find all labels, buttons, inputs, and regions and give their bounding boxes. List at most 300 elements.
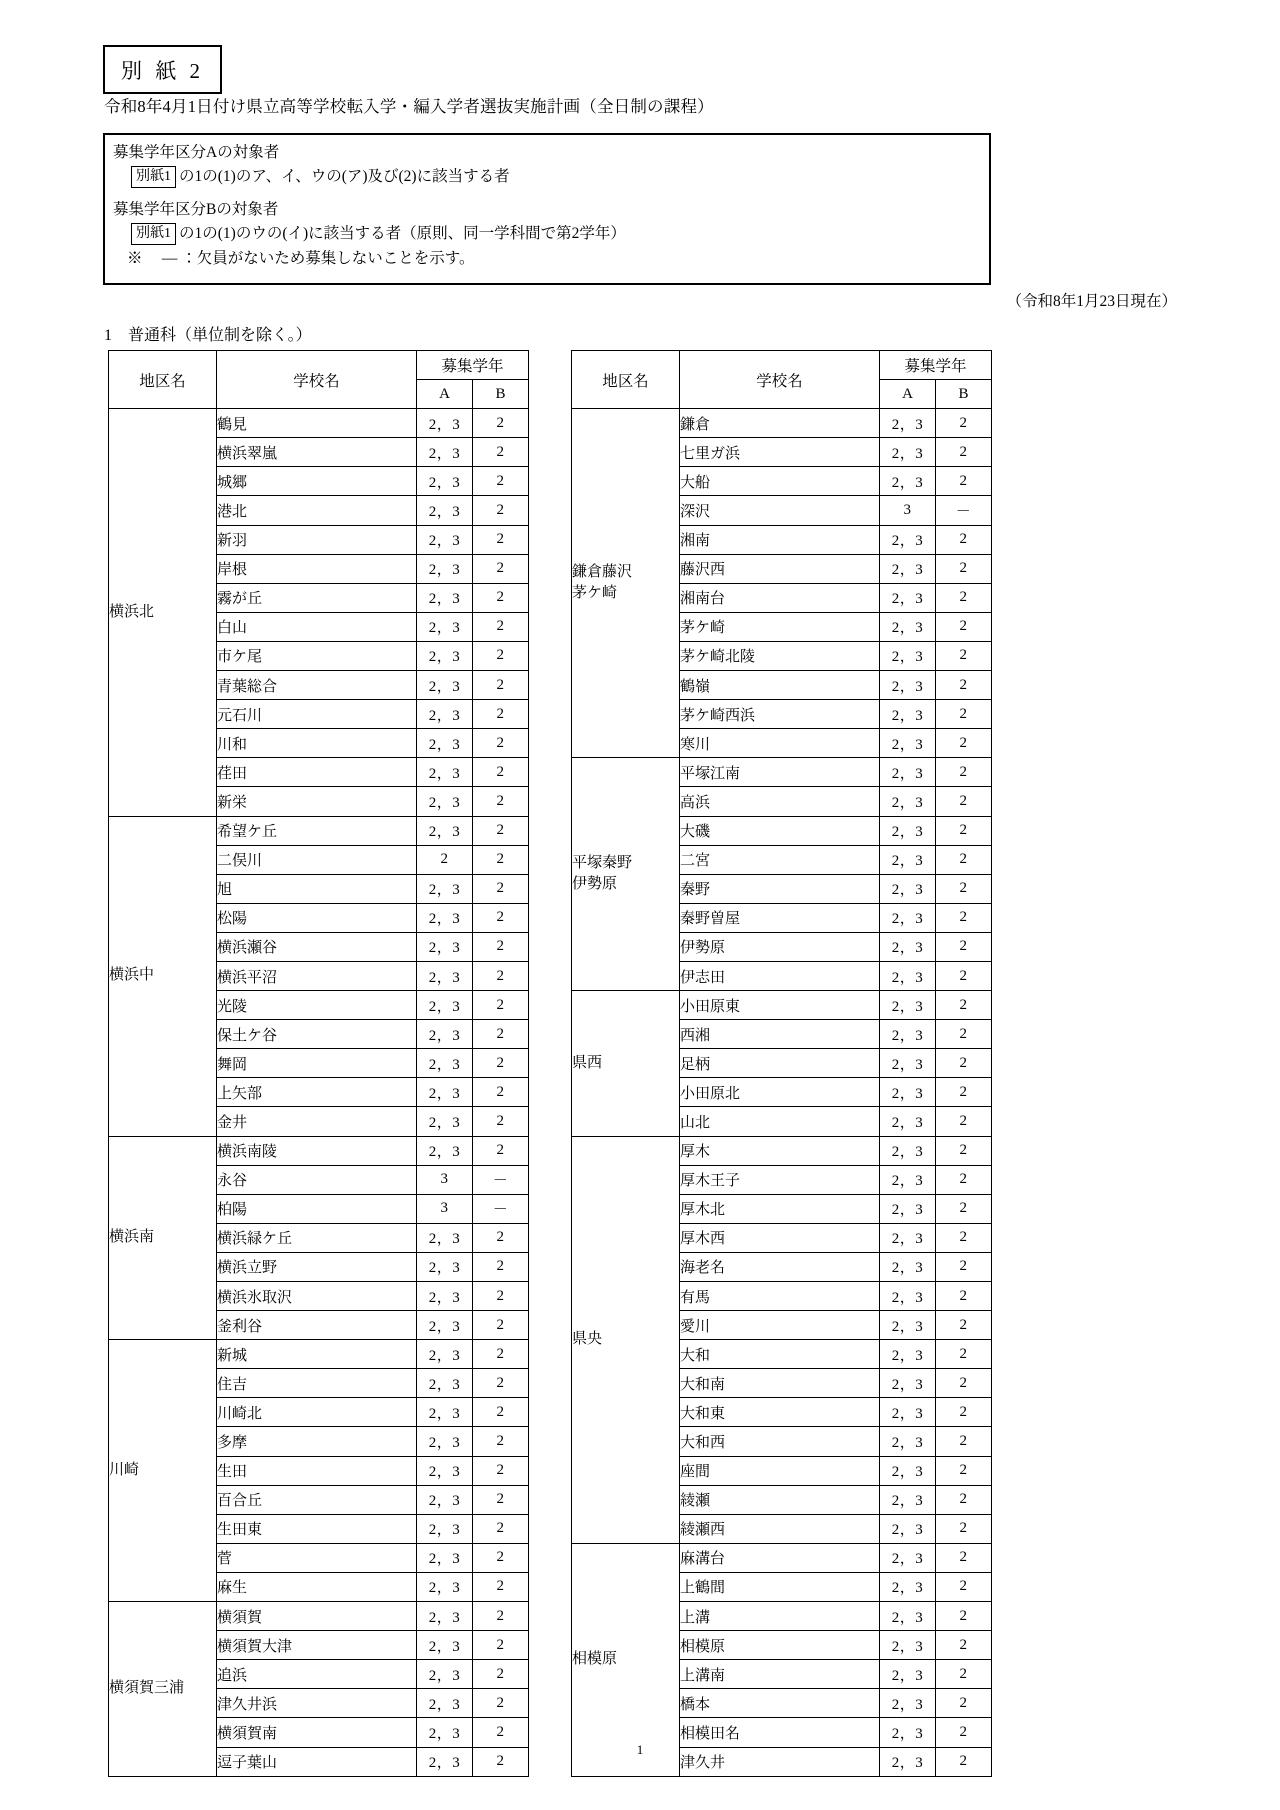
school-name-cell: 綾瀬西 [680,1514,880,1543]
school-name-cell: 茅ケ崎北陵 [680,641,880,670]
grade-a-cell: 2，3 [417,1543,473,1572]
grade-a-cell: 2，3 [880,1747,936,1776]
grade-b-cell: 2 [473,554,529,583]
table-row [109,1602,529,1631]
district-name-line: 横須賀三浦 [109,1680,185,1697]
grade-b-cell: 2 [936,758,992,787]
school-name-cell: 松陽 [217,903,417,932]
grade-b-cell: 2 [473,874,529,903]
grade-a-cell: 2，3 [417,1602,473,1631]
district-name-line: 鎌倉藤沢 [572,563,633,580]
school-name-cell: 川和 [217,729,417,758]
attachment-label-box [103,45,222,94]
grade-a-cell: 2，3 [880,1427,936,1456]
grade-b-cell: 2 [473,787,529,816]
grade-a-cell: 2，3 [417,1485,473,1514]
grade-a-cell: 3 [880,496,936,525]
grade-a-cell: 3 [417,1165,473,1194]
school-name-cell: 秦野曽屋 [680,903,880,932]
grade-b-cell: 2 [473,729,529,758]
grade-b-cell: 2 [473,903,529,932]
grade-b-cell: 2 [473,1223,529,1252]
grade-a-cell: 2，3 [880,1165,936,1194]
grade-a-cell: 2，3 [880,874,936,903]
grade-b-cell: 2 [936,1165,992,1194]
grade-b-cell: 2 [936,1485,992,1514]
th-grade-b-left: B [473,380,529,409]
grade-b-cell: 2 [936,1631,992,1660]
grade-b-cell: 2 [473,583,529,612]
district-cell [572,991,680,1136]
school-name-cell: 百合丘 [217,1485,417,1514]
school-name-cell: 海老名 [680,1252,880,1281]
grade-a-cell: 2，3 [880,758,936,787]
school-name-cell: 二宮 [680,845,880,874]
school-name-cell: 西湘 [680,1020,880,1049]
school-name-cell: 岸根 [217,554,417,583]
school-name-cell: 横浜瀬谷 [217,932,417,961]
grade-b-cell: 2 [936,1543,992,1572]
left-table-head [109,351,529,409]
grade-b-cell: 2 [473,1252,529,1281]
grade-b-cell: － [473,1194,529,1223]
section-heading [104,322,312,345]
table-row [572,1136,992,1165]
school-name-cell: 上鶴間 [680,1572,880,1601]
grade-a-cell: 2，3 [880,1689,936,1718]
grade-b-cell: 2 [936,1660,992,1689]
grade-b-cell: 2 [473,641,529,670]
grade-a-cell: 2，3 [417,787,473,816]
grade-a-cell: 2，3 [880,641,936,670]
dash-legend-note: ※ ― ：欠員がないため募集しないことを示す。 [127,250,475,268]
grade-a-cell: 2，3 [880,1107,936,1136]
school-name-cell: 上溝 [680,1602,880,1631]
grade-b-cell: 2 [473,612,529,641]
school-name-cell: 川崎北 [217,1398,417,1427]
district-name-line: 横浜南 [109,1229,155,1246]
grade-a-cell: 2，3 [880,1136,936,1165]
district-name-line: 伊勢原 [572,876,618,893]
grade-b-cell: 2 [936,1049,992,1078]
school-name-cell: 多摩 [217,1427,417,1456]
grade-b-cell: 2 [473,700,529,729]
grade-b-cell: 2 [936,409,992,438]
table-row [109,409,529,438]
th-grade-b-right: B [936,380,992,409]
grade-b-cell: 2 [936,961,992,990]
grade-b-cell: 2 [936,1456,992,1485]
grade-a-cell: 2，3 [880,1514,936,1543]
school-name-cell: 茅ケ崎西浜 [680,700,880,729]
reference-besshi1-a: 別紙1 [131,166,176,188]
school-name-cell: 金井 [217,1107,417,1136]
grade-a-cell: 2，3 [417,1456,473,1485]
grade-a-cell: 2，3 [417,641,473,670]
th-school-left: 学校名 [217,351,417,409]
school-name-cell: 舞岡 [217,1049,417,1078]
school-name-cell: 生田東 [217,1514,417,1543]
grade-b-cell: 2 [936,903,992,932]
grade-a-cell: 2，3 [417,729,473,758]
grade-a-cell: 2，3 [417,1689,473,1718]
school-name-cell: 七里ガ浜 [680,438,880,467]
grade-a-cell: 2，3 [417,1107,473,1136]
grade-b-cell: 2 [936,1689,992,1718]
school-name-cell: 横須賀南 [217,1718,417,1747]
school-name-cell: 相模田名 [680,1718,880,1747]
school-name-cell: 津久井浜 [217,1689,417,1718]
grade-b-cell: 2 [473,671,529,700]
district-name-line: 横浜北 [109,603,155,620]
school-table-left [108,350,529,1777]
grade-b-cell: 2 [473,1427,529,1456]
header-row-1 [572,351,992,380]
school-name-cell: 綾瀬 [680,1485,880,1514]
school-name-cell: 厚木王子 [680,1165,880,1194]
school-name-cell: 高浜 [680,787,880,816]
district-cell [572,1136,680,1543]
grade-a-cell: 2，3 [880,729,936,758]
grade-b-cell: 2 [473,1718,529,1747]
grade-b-cell: 2 [473,1282,529,1311]
grade-a-cell: 2，3 [880,700,936,729]
table-row [109,816,529,845]
school-name-cell: 荏田 [217,758,417,787]
grade-b-cell: 2 [936,1311,992,1340]
grade-b-cell: 2 [473,467,529,496]
grade-a-cell: 2，3 [880,991,936,1020]
category-a-heading: 募集学年区分Aの対象者 [113,144,280,161]
school-name-cell: 深沢 [680,496,880,525]
grade-b-cell: 2 [936,729,992,758]
grade-b-cell: 2 [473,1049,529,1078]
th-district-left: 地区名 [109,351,217,409]
grade-a-cell: 2，3 [417,467,473,496]
th-grade-a-right: A [880,380,936,409]
grade-a-cell: 2，3 [417,1747,473,1776]
school-name-cell: 厚木西 [680,1223,880,1252]
table-row [572,1543,992,1572]
category-b-heading: 募集学年区分Bの対象者 [113,201,279,219]
grade-a-cell: 2，3 [880,816,936,845]
grade-a-cell: 2，3 [417,758,473,787]
grade-a-cell: 2，3 [880,1311,936,1340]
grade-a-cell: 2，3 [880,1718,936,1747]
grade-b-cell: 2 [936,1514,992,1543]
school-name-cell: 湘南台 [680,583,880,612]
school-table-right [571,350,992,1777]
grade-b-cell: 2 [936,1107,992,1136]
grade-b-cell: 2 [936,467,992,496]
grade-b-cell: 2 [473,1660,529,1689]
grade-b-cell: 2 [473,1602,529,1631]
grade-b-cell: 2 [473,845,529,874]
right-table-body [572,409,992,1776]
grade-b-cell: 2 [473,1572,529,1601]
grade-a-cell: 2，3 [417,1282,473,1311]
grade-a-cell: 2，3 [880,1194,936,1223]
school-name-cell: 横須賀 [217,1602,417,1631]
grade-a-cell: 2，3 [417,671,473,700]
grade-b-cell: 2 [473,1631,529,1660]
school-name-cell: 横浜緑ケ丘 [217,1223,417,1252]
school-name-cell: 山北 [680,1107,880,1136]
grade-a-cell: 2，3 [880,671,936,700]
school-name-cell: 座間 [680,1456,880,1485]
grade-a-cell: 3 [417,1194,473,1223]
grade-a-cell: 2，3 [880,1543,936,1572]
grade-a-cell: 2，3 [880,903,936,932]
grade-b-cell: 2 [936,787,992,816]
grade-b-cell: 2 [936,1427,992,1456]
grade-a-cell: 2，3 [417,1311,473,1340]
grade-b-cell: 2 [473,1456,529,1485]
school-name-cell: 横浜氷取沢 [217,1282,417,1311]
grade-b-cell: 2 [473,1136,529,1165]
district-name-line: 県西 [572,1054,603,1071]
table-row [572,991,992,1020]
grade-b-cell: 2 [936,671,992,700]
school-name-cell: 霧が丘 [217,583,417,612]
grade-b-cell: 2 [473,991,529,1020]
as-of-date: （令和8年1月23日現在） [1006,293,1177,310]
grade-a-cell: 2，3 [417,1369,473,1398]
district-name-line: 県央 [572,1331,603,1348]
grade-b-cell: 2 [473,961,529,990]
grade-b-cell: 2 [936,554,992,583]
grade-a-cell: 2，3 [880,961,936,990]
grade-a-cell: 2，3 [417,583,473,612]
school-name-cell: 大和西 [680,1427,880,1456]
school-name-cell: 上矢部 [217,1078,417,1107]
district-name-line: 川崎 [109,1461,140,1478]
category-a-body: の1の(1)のア、イ、ウの(ア)及び(2)に該当する者 [179,168,510,186]
attachment-label-text: 別 紙 2 [121,58,204,83]
grade-a-cell: 2，3 [880,1223,936,1252]
grade-a-cell: 2，3 [417,612,473,641]
th-grade-a-left: A [417,380,473,409]
page-number: 1 [636,1742,644,1757]
grade-b-cell: 2 [936,1718,992,1747]
grade-a-cell: 2，3 [417,1252,473,1281]
school-name-cell: 藤沢西 [680,554,880,583]
grade-b-cell: 2 [473,1485,529,1514]
school-name-cell: 新栄 [217,787,417,816]
grade-b-cell: 2 [473,932,529,961]
grade-a-cell: 2，3 [880,525,936,554]
left-table-body [109,409,529,1776]
school-name-cell: 元石川 [217,700,417,729]
grade-b-cell: 2 [936,525,992,554]
grade-a-cell: 2，3 [880,1049,936,1078]
grade-b-cell: 2 [936,1398,992,1427]
grade-a-cell: 2，3 [880,1485,936,1514]
school-name-cell: 二俣川 [217,845,417,874]
grade-a-cell: 2，3 [417,1223,473,1252]
school-name-cell: 相模原 [680,1631,880,1660]
grade-a-cell: 2，3 [880,438,936,467]
grade-b-cell: 2 [473,1514,529,1543]
grade-b-cell: － [473,1165,529,1194]
school-name-cell: 永谷 [217,1165,417,1194]
district-name-line: 相模原 [572,1651,618,1668]
grade-a-cell: 2，3 [417,1020,473,1049]
grade-a-cell: 2，3 [417,1514,473,1543]
school-name-cell: 青葉総合 [217,671,417,700]
school-name-cell: 逗子葉山 [217,1747,417,1776]
grade-a-cell: 2，3 [880,845,936,874]
school-name-cell: 鶴見 [217,409,417,438]
district-cell [109,816,217,1136]
school-name-cell: 足柄 [680,1049,880,1078]
school-name-cell: 大磯 [680,816,880,845]
grade-a-cell: 2，3 [417,874,473,903]
school-name-cell: 住吉 [217,1369,417,1398]
header-row-1 [109,351,529,380]
school-name-cell: 厚木 [680,1136,880,1165]
table-row [572,758,992,787]
school-name-cell: 愛川 [680,1311,880,1340]
grade-b-cell: 2 [936,612,992,641]
school-name-cell: 釜利谷 [217,1311,417,1340]
school-name-cell: 有馬 [680,1282,880,1311]
th-boshu-left: 募集学年 [417,351,529,380]
grade-b-cell: 2 [936,1340,992,1369]
grade-a-cell: 2，3 [417,1078,473,1107]
document-title: 令和8年4月1日付け県立高等学校転入学・編入学者選抜実施計画（全日制の課程） [104,97,714,116]
school-name-cell: 横浜翠嵐 [217,438,417,467]
grade-a-cell: 2 [417,845,473,874]
school-name-cell: 湘南 [680,525,880,554]
grade-b-cell: 2 [936,816,992,845]
grade-a-cell: 2，3 [417,1718,473,1747]
district-cell [109,1136,217,1340]
grade-a-cell: 2，3 [880,1631,936,1660]
grade-a-cell: 2，3 [880,1660,936,1689]
table-row [109,1136,529,1165]
district-cell [572,409,680,758]
school-name-cell: 大船 [680,467,880,496]
grade-a-cell: 2，3 [880,1456,936,1485]
section-number: 1 [104,327,112,344]
school-name-cell: 麻生 [217,1572,417,1601]
grade-b-cell: 2 [473,525,529,554]
grade-b-cell: 2 [936,1223,992,1252]
grade-a-cell: 2，3 [417,1572,473,1601]
school-name-cell: 横浜立野 [217,1252,417,1281]
grade-b-cell: 2 [473,409,529,438]
grade-a-cell: 2，3 [880,409,936,438]
grade-b-cell: 2 [936,932,992,961]
grade-b-cell: 2 [936,641,992,670]
grade-b-cell: 2 [936,700,992,729]
school-name-cell: 小田原北 [680,1078,880,1107]
grade-a-cell: 2，3 [417,1340,473,1369]
grade-a-cell: 2，3 [417,496,473,525]
grade-a-cell: 2，3 [417,1427,473,1456]
district-cell [109,1340,217,1602]
grade-a-cell: 2，3 [417,1049,473,1078]
th-school-right: 学校名 [680,351,880,409]
grade-b-cell: 2 [473,816,529,845]
grade-b-cell: 2 [473,1340,529,1369]
grade-a-cell: 2，3 [880,787,936,816]
school-name-cell: 港北 [217,496,417,525]
grade-a-cell: 2，3 [417,1631,473,1660]
school-name-cell: 保土ケ谷 [217,1020,417,1049]
grade-b-cell: 2 [936,845,992,874]
grade-b-cell: 2 [473,1398,529,1427]
reference-besshi1-b: 別紙1 [131,223,176,245]
grade-a-cell: 2，3 [880,1398,936,1427]
grade-b-cell: 2 [936,1747,992,1776]
school-name-cell: 横浜平沼 [217,961,417,990]
school-name-cell: 柏陽 [217,1194,417,1223]
grade-b-cell: 2 [936,438,992,467]
grade-a-cell: 2，3 [880,1282,936,1311]
school-name-cell: 横須賀大津 [217,1631,417,1660]
category-b-body: の1の(1)のウの(イ)に該当する者（原則、同一学科間で第2学年） [179,225,626,243]
table-row [109,1340,529,1369]
grade-a-cell: 2，3 [880,1572,936,1601]
school-name-cell: 大和南 [680,1369,880,1398]
grade-a-cell: 2，3 [417,1660,473,1689]
grade-b-cell: 2 [936,1252,992,1281]
category-b-detail [113,222,989,246]
grade-a-cell: 2，3 [417,903,473,932]
school-name-cell: 鎌倉 [680,409,880,438]
grade-a-cell: 2，3 [880,932,936,961]
grade-b-cell: 2 [473,1107,529,1136]
left-table-container [108,350,529,1777]
school-name-cell: 鶴嶺 [680,671,880,700]
grade-b-cell: 2 [936,583,992,612]
school-name-cell: 秦野 [680,874,880,903]
school-name-cell: 追浜 [217,1660,417,1689]
grade-b-cell: 2 [936,1602,992,1631]
grade-a-cell: 2，3 [417,991,473,1020]
school-name-cell: 生田 [217,1456,417,1485]
grade-b-cell: 2 [473,438,529,467]
grade-a-cell: 2，3 [880,1078,936,1107]
school-name-cell: 茅ケ崎 [680,612,880,641]
grade-b-cell: 2 [473,1369,529,1398]
grade-b-cell: 2 [473,1311,529,1340]
grade-b-cell: 2 [936,1020,992,1049]
grade-b-cell: 2 [936,1282,992,1311]
grade-b-cell: 2 [936,1572,992,1601]
grade-a-cell: 2，3 [417,700,473,729]
district-name-line: 横浜中 [109,967,155,984]
school-name-cell: 新城 [217,1340,417,1369]
grade-b-cell: 2 [936,1369,992,1398]
grade-a-cell: 2，3 [417,816,473,845]
school-name-cell: 大和東 [680,1398,880,1427]
district-name-line: 茅ケ崎 [572,585,618,602]
grade-a-cell: 2，3 [417,438,473,467]
grade-a-cell: 2，3 [880,612,936,641]
district-cell [572,758,680,991]
grade-a-cell: 2，3 [417,554,473,583]
school-name-cell: 伊勢原 [680,932,880,961]
school-name-cell: 大和 [680,1340,880,1369]
grade-a-cell: 2，3 [417,961,473,990]
school-name-cell: 小田原東 [680,991,880,1020]
school-name-cell: 伊志田 [680,961,880,990]
grade-a-cell: 2，3 [417,1136,473,1165]
grade-b-cell: 2 [473,1543,529,1572]
